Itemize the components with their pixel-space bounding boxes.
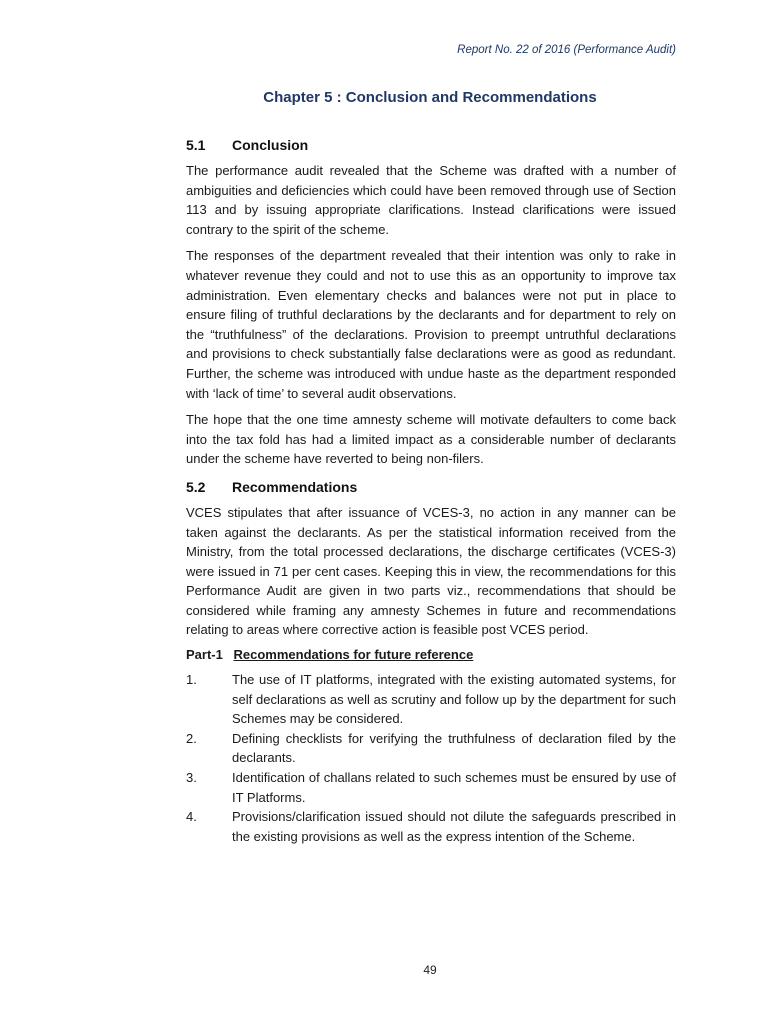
section-number: 5.2: [186, 478, 206, 495]
recommendations-paragraph-1: VCES stipulates that after issuance of VCES-3, no action in any manner can be taken against the declarants. As per the statistical information received from the Ministry, from the total processed declarations, the discharge certificates (VCES-3) were issued in 71 per cent cases. Keeping this in view, the recommendations for this Performance Audit are given in two parts viz., recommendations that should be considered while framing any amnesty Schemes in future and recommendations relating to areas where corrective action is feasible post VCES period.: [186, 504, 676, 638]
list-item-number: 1.: [186, 672, 197, 688]
list-item-text: Defining checklists for verifying the truthfulness of declaration filed by the declarants.: [232, 730, 676, 766]
part-title: Recommendations for future reference: [233, 647, 474, 663]
conclusion-paragraph-3: The hope that the one time amnesty scheme will motivate defaulters to come back into the tax fold has had a limited impact as a considerable number of declarants under the scheme have reverted to being non-filers.: [186, 412, 676, 467]
list-item-text: Provisions/clarification issued should not dilute the safeguards prescribed in the existing provisions as well as the express intention of the Scheme.: [232, 809, 676, 844]
part-label: Part-1: [186, 647, 223, 663]
list-item: [186, 729, 676, 768]
list-item-number: 4.: [186, 809, 197, 825]
list-item-number: 3.: [186, 770, 197, 786]
list-item: [186, 807, 676, 846]
section-heading-recommendations: [186, 479, 676, 495]
chapter-title: Chapter 5 : Conclusion and Recommendations: [263, 89, 597, 106]
conclusion-paragraph-1: The performance audit revealed that the Scheme was drafted with a number of ambiguities and deficiencies which could have been removed through use of Section 113 and by issuing appropriate clarifications. Instead clarifications were issued contrary to the spirit of the scheme.: [186, 163, 676, 237]
part-heading: [186, 647, 676, 662]
section-title: Recommendations: [232, 478, 358, 495]
recommendation-list: [186, 670, 676, 846]
list-item-number: 2.: [186, 730, 197, 746]
report-reference: Report No. 22 of 2016 (Performance Audit): [457, 44, 676, 56]
section-title: Conclusion: [232, 137, 309, 153]
section-heading-conclusion: [186, 137, 676, 153]
page-number: 49: [423, 963, 437, 977]
main-content: [186, 137, 676, 846]
section-number: 5.1: [186, 137, 206, 153]
list-item-text: Identification of challans related to such schemes must be ensured by use of IT Platforms.: [232, 770, 676, 805]
conclusion-paragraph-2: The responses of the department revealed that their intention was only to rake in whatever revenue they could and not to use this as an opportunity to improve tax administration. Even elementary checks and balances were not put in place to ensure filing of truthful declarations by the declarants and for department to rely on the “truthfulness” of the declarations. Provision to preempt untruthful declarations and provisions to check substantially false declarations were as good as redundant. Further, the scheme was introduced with undue haste as the department responded with ‘lack of time’ to several audit observations.: [186, 248, 676, 401]
list-item: [186, 768, 676, 807]
list-item: [186, 670, 676, 729]
list-item-text: The use of IT platforms, integrated with the existing automated systems, for self declarations as well as scrutiny and follow up by the department for such Schemes may be considered.: [232, 672, 676, 727]
